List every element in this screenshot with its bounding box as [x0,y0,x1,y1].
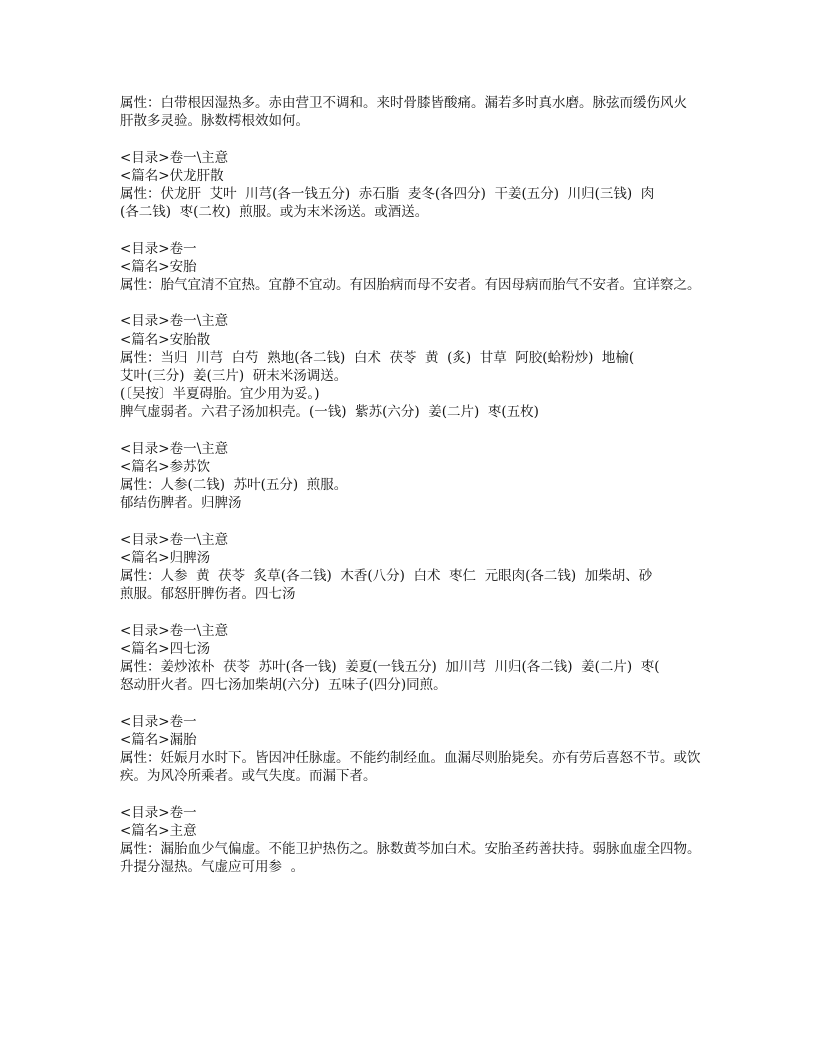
chapter-title: <篇名>主意 [120,823,197,839]
catalog-line: <目录>卷一\主意 [120,440,229,457]
document-page [120,94,710,895]
chapter-title: <篇名>安胎散 [120,331,211,348]
chapter-title: <篇名>漏胎 [120,732,197,748]
text-section [120,713,710,786]
text-line: 属性：伏龙肝 艾叶 川芎(各一钱五分) 赤石脂 麦冬(各四分) 干姜(五分) 川归(三钱) 肉 [120,186,655,202]
chapter-title: <篇名>伏龙肝散 [120,167,224,184]
text-section [120,804,710,877]
text-line: 属性：人参 黄 茯苓 炙草(各二钱) 木香(八分) 白术 枣仁 元眼肉(各二钱) 加柴胡、砂 [120,568,653,585]
text-line: 郁结伤脾者。归脾汤 [120,495,242,512]
catalog-line: <目录>卷一\主意 [120,531,229,548]
text-section [120,531,710,604]
text-line: 煎服。郁怒肝脾伤者。四七汤 [120,586,296,603]
text-line: 属性：人参(二钱) 苏叶(五分) 煎服。 [120,477,348,494]
text-line: 属性：妊娠月水时下。皆因冲任脉虚。不能约制经血。血漏尽则胎毙矣。亦有劳后喜怒不节。或饮 [120,750,701,767]
catalog-line: <目录>卷一 [120,804,197,821]
text-line: 脾气虚弱者。六君子汤加枳壳。(一钱) 紫苏(六分) 姜(二片) 枣(五枚) [120,404,539,421]
chapter-title: <篇名>参苏饮 [120,459,211,475]
catalog-line: <目录>卷一 [120,240,197,257]
text-line: 怒动肝火者。四七汤加柴胡(六分) 五味子(四分)同煎。 [120,677,447,694]
text-line: 升提分湿热。气虚应可用参 。 [120,859,305,876]
catalog-line: <目录>卷一\主意 [120,149,229,166]
text-line: 疾。为风冷所乘者。或气失度。而漏下者。 [120,768,377,785]
text-section [120,312,710,421]
text-line: 属性：漏胎血少气偏虚。不能卫护热伤之。脉数黄芩加白术。安胎圣药善扶持。弱脉血虚全四物。 [120,841,701,858]
text-line: 肝散多灵验。脉数樗根效如何。 [120,113,309,130]
text-line: (各二钱) 枣(二枚) 煎服。或为末米汤送。或酒送。 [120,204,429,221]
text-section [120,440,710,513]
chapter-title: <篇名>归脾汤 [120,550,211,566]
catalog-line: <目录>卷一\主意 [120,622,229,639]
text-section [120,240,710,295]
catalog-line: <目录>卷一\主意 [120,313,229,330]
text-line: 属性：姜炒浓朴 茯苓 苏叶(各一钱) 姜夏(一钱五分) 加川芎 川归(各二钱) 姜(二片) 枣( [120,659,660,676]
catalog-line: <目录>卷一 [120,713,197,730]
text-line: 属性：当归 川芎 白芍 熟地(各二钱) 白术 茯苓 黄 (炙) 甘草 阿胶(蛤粉炒) 地榆( [120,349,635,366]
text-section [120,622,710,695]
text-section [120,94,710,130]
text-line: 属性：白带根因湿热多。赤由营卫不调和。来时骨膝皆酸痛。漏若多时真水磨。脉弦而缓伤风火 [120,95,687,111]
text-line: 属性：胎气宜清不宜热。宜静不宜动。有因胎病而母不安者。有因母病而胎气不安者。宜详察之。 [120,277,701,293]
chapter-title: <篇名>安胎 [120,258,197,275]
text-line: (〔吴按〕半夏碍胎。宜少用为妥。) [120,386,320,403]
text-line: 艾叶(三分) 姜(三片) 研末米汤调送。 [120,368,348,384]
chapter-title: <篇名>四七汤 [120,641,211,657]
text-section [120,149,710,222]
